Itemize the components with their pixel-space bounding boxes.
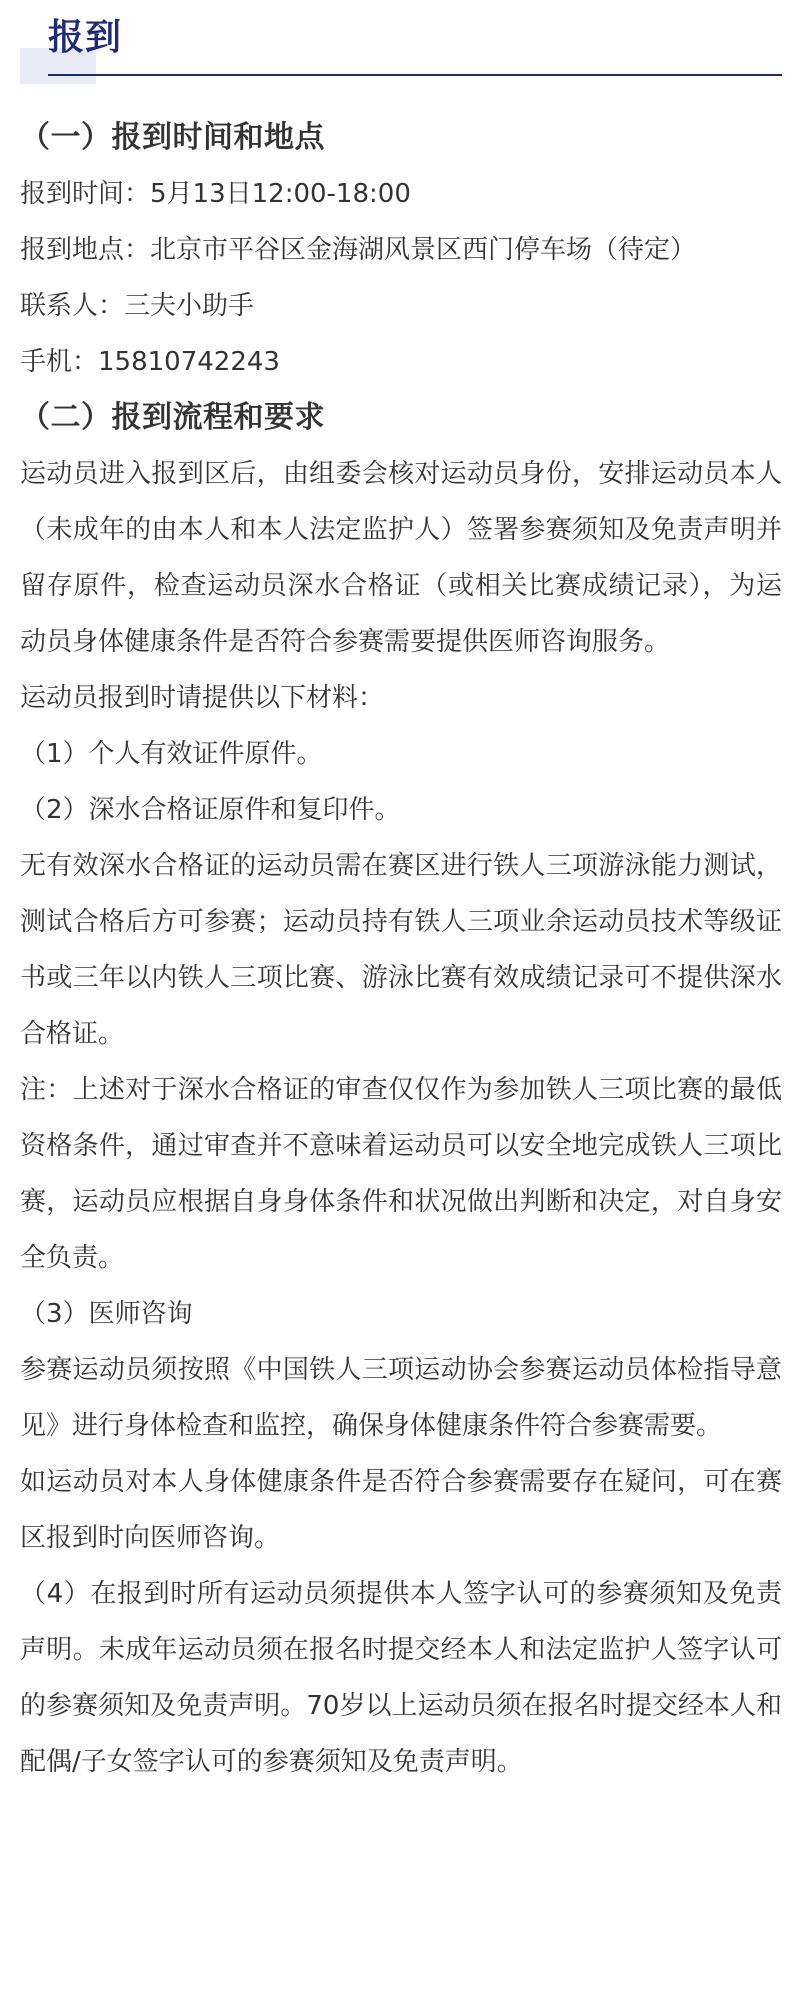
section-heading-registration-time-place: （一）报到时间和地点 (20, 120, 325, 155)
contact-phone: 手机：15810742243 (20, 347, 280, 377)
section-heading-process-requirements: （二）报到流程和要求 (20, 400, 325, 435)
materials-intro: 运动员报到时请提供以下材料： (20, 683, 385, 713)
registration-time: 报到时间：5月13日12:00-18:00 (20, 179, 411, 209)
paragraph-disclaimer: （4）在报到时所有运动员须提供本人签字认可的参赛须知及免责声明。未成年运动员须在报名时提交经本人和法定监护人签字认可的参赛须知及免责声明。70岁以上运动员须在报名时提交经本人和配偶/子女签字认可的参赛须知及免责声明。 (20, 1579, 782, 1777)
materials-item-certificate: （2）深水合格证原件和复印件。 (20, 795, 401, 825)
page-title: 报到 (48, 17, 123, 58)
header-divider (48, 74, 782, 76)
materials-item-id: （1）个人有效证件原件。 (20, 739, 323, 769)
paragraph-medical-guidance: 参赛运动员须按照《中国铁人三项运动协会参赛运动员体检指导意见》进行身体检查和监控，确保身体健康条件符合参赛需要。 (20, 1355, 782, 1441)
paragraph-medical-consult: 如运动员对本人身体健康条件是否符合参赛需要存在疑问，可在赛区报到时向医师咨询。 (20, 1467, 782, 1553)
contact-person: 联系人：三夫小助手 (20, 291, 255, 321)
paragraph-note: 注：上述对于深水合格证的审查仅仅作为参加铁人三项比赛的最低资格条件，通过审查并不意味着运动员可以安全地完成铁人三项比赛，运动员应根据自身身体条件和状况做出判断和决定，对自身安全负责。 (20, 1075, 782, 1273)
paragraph-swim-test: 无有效深水合格证的运动员需在赛区进行铁人三项游泳能力测试，测试合格后方可参赛；运动员持有铁人三项业余运动员技术等级证书或三年以内铁人三项比赛、游泳比赛有效成绩记录可不提供深水合格证。 (20, 851, 782, 1049)
materials-item-medical: （3）医师咨询 (20, 1299, 193, 1329)
registration-place: 报到地点：北京市平谷区金海湖风景区西门停车场（待定） (20, 235, 697, 265)
paragraph-process: 运动员进入报到区后，由组委会核对运动员身份，安排运动员本人（未成年的由本人和本人法定监护人）签署参赛须知及免责声明并留存原件，检查运动员深水合格证（或相关比赛成绩记录），为运动员身体健康条件是否符合参赛需要提供医师咨询服务。 (20, 459, 782, 657)
document-body (20, 110, 782, 1790)
